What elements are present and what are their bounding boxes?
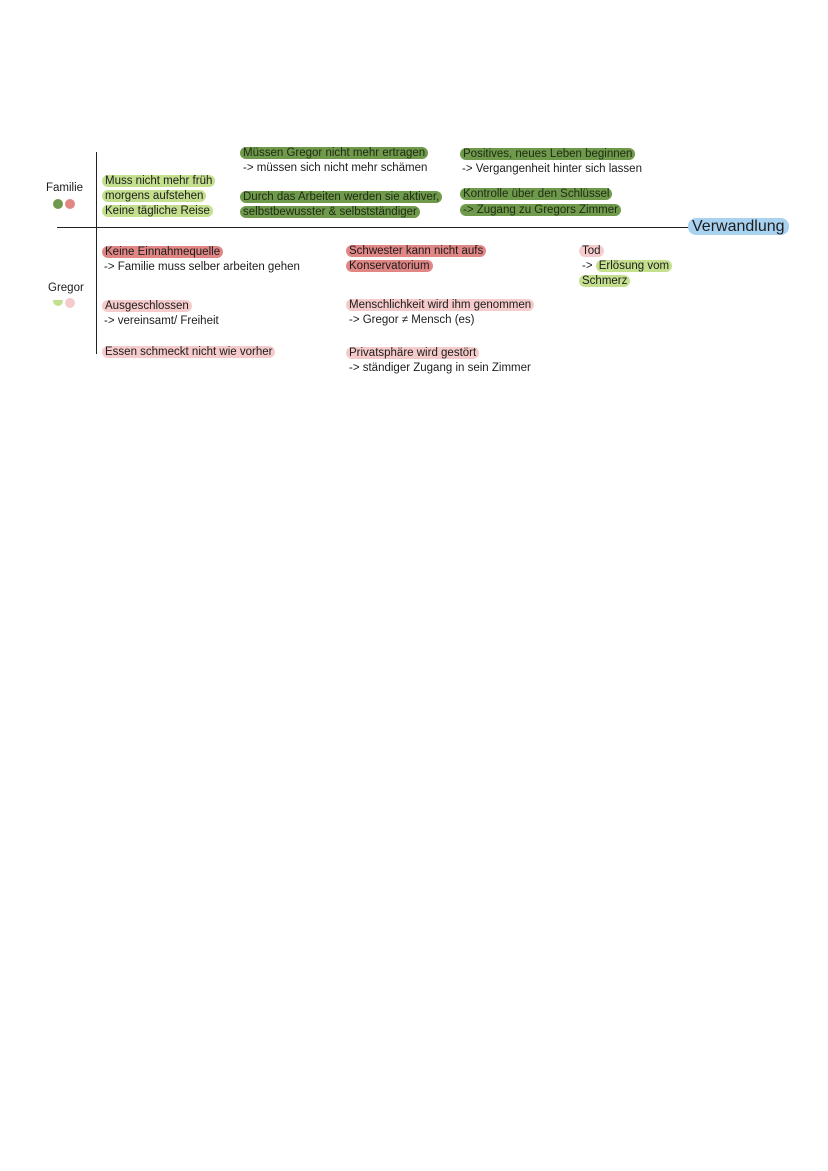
gregor-col2-c1 (346, 346, 479, 361)
gregor-col3-a3-text: Schmerz (579, 275, 630, 287)
gregor-col3-a3 (579, 274, 630, 289)
gregor-col1-c1-text: Essen schmeckt nicht wie vorher (102, 346, 275, 358)
gregor-col2-b2: -> Gregor ≠ Mensch (es) (349, 314, 475, 326)
familie-col1-line3-text: Keine tägliche Reise (102, 205, 213, 217)
axis-label-text: Verwandlung (688, 218, 789, 235)
gregor-col1-a1 (102, 245, 223, 260)
gregor-col2-a1-text: Schwester kann nicht aufs (346, 245, 486, 257)
familie-col3-b1-text: Kontrolle über den Schlüssel (460, 188, 612, 200)
familie-col2-b2 (240, 205, 420, 220)
familie-col3-a1-text: Positives, neues Leben beginnen (460, 148, 635, 160)
gregor-col1-c1 (102, 345, 275, 360)
gregor-col3-a2-prefix: -> (582, 260, 596, 272)
familie-col1-line2 (102, 189, 206, 204)
familie-col1-line1 (102, 174, 215, 189)
gregor-col2-c2: -> ständiger Zugang in sein Zimmer (349, 362, 531, 374)
familie-col2-b2-text: selbstbewusster & selbstständiger (240, 206, 420, 218)
gregor-col1-b2: -> vereinsamt/ Freiheit (104, 315, 219, 327)
familie-col3-b1 (460, 187, 612, 202)
gregor-col2-c1-text: Privatsphäre wird gestört (346, 347, 479, 359)
row-label-gregor: Gregor (48, 282, 84, 294)
dark-red-dot-icon (65, 199, 75, 209)
gregor-col1-b1 (102, 299, 192, 314)
gregor-col3-a2 (582, 259, 672, 274)
gregor-col2-a2 (346, 259, 433, 274)
gregor-col2-b1-text: Menschlichkeit wird ihm genommen (346, 299, 534, 311)
gregor-col2-b1 (346, 298, 534, 313)
familie-col1-line1-text: Muss nicht mehr früh (102, 175, 215, 187)
vertical-axis (96, 152, 97, 354)
familie-col2-a2: -> müssen sich nicht mehr schämen (243, 162, 428, 174)
gregor-col1-a2: -> Familie muss selber arbeiten gehen (104, 261, 300, 273)
horizontal-axis (57, 227, 697, 228)
dark-green-dot-icon (53, 199, 63, 209)
row-label-familie: Familie (46, 182, 84, 194)
gregor-col3-a1 (579, 244, 604, 259)
familie-col2-b1-text: Durch das Arbeiten werden sie aktiver, (240, 191, 442, 203)
axis-label-verwandlung (688, 218, 789, 236)
gregor-col2-a1 (346, 244, 486, 259)
familie-col2-a1-text: Müssen Gregor nicht mehr ertragen (240, 147, 428, 159)
familie-col3-a1 (460, 147, 635, 162)
familie-col1-line3 (102, 204, 213, 219)
gregor-col3-a2-text: Erlösung vom (596, 260, 672, 272)
familie-col3-a2: -> Vergangenheit hinter sich lassen (462, 163, 642, 175)
gregor-col1-b1-text: Ausgeschlossen (102, 300, 192, 312)
familie-col3-b2 (460, 203, 621, 218)
gregor-col2-a2-text: Konservatorium (346, 260, 433, 272)
familie-col2-b1 (240, 190, 442, 205)
familie-col2-a1 (240, 146, 428, 161)
familie-col3-b2-text: -> Zugang zu Gregors Zimmer (460, 204, 621, 216)
light-red-dot-icon (65, 298, 75, 308)
gregor-col1-a1-text: Keine Einnahmequelle (102, 246, 223, 258)
familie-col1-line2-text: morgens aufstehen (102, 190, 206, 202)
gregor-col3-a1-text: Tod (579, 245, 604, 257)
light-green-halfdot-icon (53, 300, 63, 306)
